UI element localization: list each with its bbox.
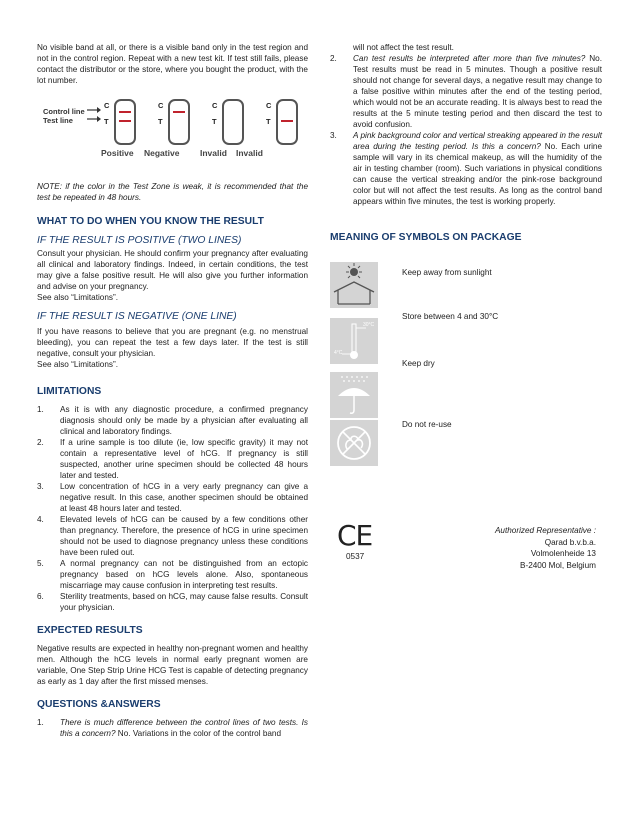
question-text: There is much difference between the control lines of two tests. Is this a concern? bbox=[60, 718, 308, 738]
symbol-label: Store between 4 and 30°C bbox=[402, 312, 499, 321]
control-line-label: Control line bbox=[43, 107, 85, 116]
what-to-do-heading: WHAT TO DO WHEN YOU KNOW THE RESULT bbox=[37, 216, 264, 227]
authorized-representative bbox=[440, 525, 596, 571]
strip2-c: C bbox=[158, 101, 164, 110]
answer-text: No. Each urine sample will vary in its chemical makeup, as will the humidity of the air in testing chamber (room). Such variations in physical conditions can cause the vertical streaking and/or the pink-rose background color but will not affect the test results. As long as the control band appears within five minutes, the test is working properly. bbox=[353, 142, 603, 206]
list-text: A normal pregnancy can not be distinguished from an ectopic pregnancy based on hCG levels alone. Also, spontaneous miscarriage may cause confusion in interpreting test results. bbox=[60, 559, 308, 590]
list-number: 1. bbox=[37, 405, 44, 414]
qa-list-left bbox=[37, 717, 308, 739]
positive-text: Consult your physician. He should confirm your pregnancy after evaluating all clinical and laboratory findings. Indeed, in certain conditions, the test may give a false positive result. He will also give you further information and advise on your pregnancy. bbox=[37, 249, 308, 291]
negative-heading: IF THE RESULT IS NEGATIVE (ONE LINE) bbox=[37, 311, 237, 322]
expected-heading: EXPECTED RESULTS bbox=[37, 625, 143, 636]
label-invalid-2: Invalid bbox=[236, 148, 263, 158]
symbol-label: Do not re-use bbox=[402, 420, 452, 429]
list-item bbox=[330, 130, 602, 207]
list-item bbox=[330, 53, 602, 130]
list-number: 6. bbox=[37, 592, 44, 601]
label-positive: Positive bbox=[101, 148, 134, 158]
rep-company: Qarad b.v.b.a. bbox=[544, 537, 596, 547]
list-number: 3. bbox=[37, 482, 44, 491]
strip4-c: C bbox=[266, 101, 272, 110]
list-item bbox=[37, 404, 308, 437]
list-number: 2. bbox=[330, 54, 337, 63]
list-number: 5. bbox=[37, 559, 44, 568]
strip4-t: T bbox=[266, 117, 271, 126]
list-item bbox=[37, 717, 308, 739]
list-item bbox=[37, 437, 308, 481]
right-column bbox=[330, 42, 602, 207]
test-line-label: Test line bbox=[43, 116, 73, 125]
list-number: 4. bbox=[37, 515, 44, 524]
umbrella-icon bbox=[330, 372, 378, 418]
ce-number: 0537 bbox=[346, 552, 365, 561]
negative-text: If you have reasons to believe that you are pregnant (e.g. no menstrual bleeding), you can repeat the test a few days later. If the test is still negative, consult your physician. bbox=[37, 327, 308, 358]
answer-text: No. Variations in the color of the control band bbox=[115, 729, 282, 738]
rep-title: Authorized Representative : bbox=[494, 526, 596, 535]
strip3-c: C bbox=[212, 101, 218, 110]
list-text: As it is with any diagnostic procedure, a confirmed pregnancy diagnosis should only be made by a physician after evaluating all clinical and laboratory findings. bbox=[60, 405, 308, 436]
limitations-heading: LIMITATIONS bbox=[37, 386, 102, 397]
left-column bbox=[37, 42, 308, 739]
ce-mark-icon: CE bbox=[337, 519, 373, 552]
sunlight-icon bbox=[330, 262, 378, 308]
qa-heading: QUESTIONS &ANSWERS bbox=[37, 699, 161, 710]
answer-text: will not affect the test result. bbox=[353, 43, 454, 52]
rep-street: Volmolenheide 13 bbox=[530, 549, 596, 558]
symbol-label: Keep away from sunlight bbox=[402, 268, 492, 277]
temp-low-label: 4°C bbox=[334, 350, 343, 356]
question-text: A pink background color and vertical streaking appeared in the result area during the testing period. Is this a concern? bbox=[353, 131, 602, 151]
list-number: 2. bbox=[37, 438, 44, 447]
list-text: If a urine sample is too dilute (ie, low specific gravity) it may not contain a representative level of hCG. If pregnancy is still suspected, another urine specimen should be collected 48 hours later and tested. bbox=[60, 438, 308, 480]
list-item bbox=[37, 481, 308, 514]
list-item bbox=[330, 42, 602, 53]
list-text: Elevated levels of hCG can be caused by a few conditions other than pregnancy. Therefore, the presence of hCG in urine specimen should not be used to diagnose pregnancy unless these conditions have been ruled out. bbox=[60, 515, 308, 557]
list-number: 3. bbox=[330, 131, 337, 140]
list-number: 1. bbox=[37, 718, 44, 727]
label-invalid-1: Invalid bbox=[200, 148, 227, 158]
rep-city: B-2400 Mol, Belgium bbox=[520, 560, 596, 570]
symbol-label: Keep dry bbox=[402, 359, 435, 368]
strip1-c: C bbox=[104, 101, 110, 110]
intro-text: No visible band at all, or there is a visible band only in the test region and not in the control region. Repeat with a new test kit. If test still fails, please contact the distributor or the store, where you bought the product, with the lot number. bbox=[37, 43, 308, 85]
question-text: Can test results be interpreted after more than five minutes? bbox=[353, 54, 586, 63]
limitations-list bbox=[37, 404, 308, 613]
positive-see-also: See also “Limitations”. bbox=[37, 293, 118, 302]
qa-list-right bbox=[330, 42, 602, 207]
positive-heading: IF THE RESULT IS POSITIVE (TWO LINES) bbox=[37, 235, 242, 246]
temp-high-label: 30°C bbox=[363, 322, 375, 328]
no-reuse-icon bbox=[330, 420, 378, 466]
strip1-t: T bbox=[104, 117, 109, 126]
list-item bbox=[37, 558, 308, 591]
note-text: NOTE: if the color in the Test Zone is weak, it is recommended that the test be repeated in 48 hours. bbox=[37, 182, 308, 202]
negative-see-also: See also “Limitations”. bbox=[37, 360, 118, 369]
strip3-t: T bbox=[212, 117, 217, 126]
thermometer-icon bbox=[330, 318, 378, 364]
strip2-t: T bbox=[158, 117, 163, 126]
expected-text: Negative results are expected in healthy non-pregnant women and healthy men. Although the hCG levels in normal early pregnant women are variable, One Step Strip Urine HCG Test is capable of detecting pregnancy as early as 1 day after the first missed menses. bbox=[37, 644, 308, 686]
symbols-heading: MEANING OF SYMBOLS ON PACKAGE bbox=[330, 232, 522, 243]
test-result-diagram bbox=[37, 98, 308, 173]
list-text: Sterility treatments, based on hCG, may cause false results. Consult your physician. bbox=[60, 592, 308, 612]
answer-text: No. Test results must be read in 5 minutes. Though a positive result should not change for several days, a negative result may change to a false positive within minutes after the end of the testing period, which would not be an accurate reading. It is always best to read the results at the 5 minute testing period and then discard the test to avoid confusion. bbox=[353, 54, 602, 129]
list-item bbox=[37, 514, 308, 558]
list-item bbox=[37, 591, 308, 613]
list-text: Low concentration of hCG in a very early pregnancy can give a negative result. In this case, another specimen should be obtained at least 48 hours later and tested. bbox=[60, 482, 308, 513]
label-negative: Negative bbox=[144, 148, 180, 158]
